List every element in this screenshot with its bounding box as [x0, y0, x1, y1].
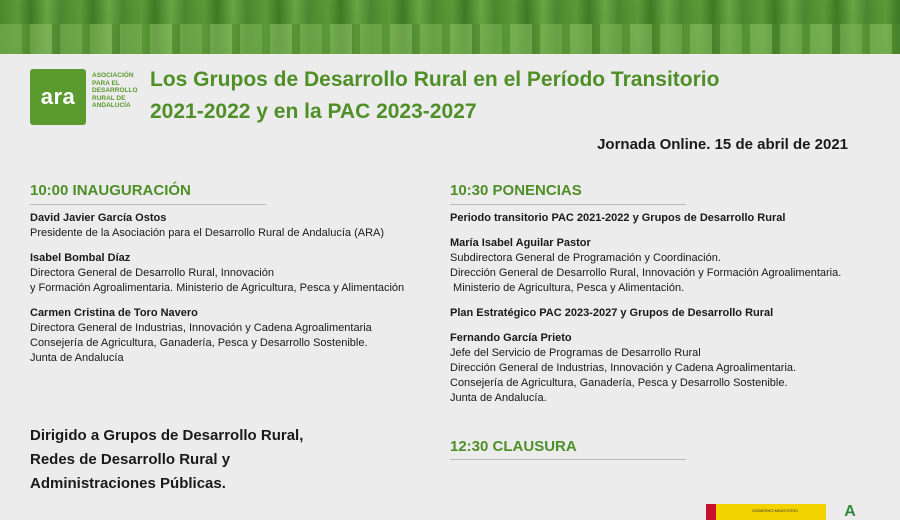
- speaker-block: [30, 306, 440, 366]
- ara-logo-text: [92, 72, 148, 110]
- inauguration-heading: 10:00 INAUGURACIÓN: [30, 182, 191, 199]
- speaker-role: Junta de Andalucía.: [450, 392, 547, 404]
- speaker-block: [30, 211, 440, 241]
- talk-topic: Periodo transitorio PAC 2021-2022 y Grupos de Desarrollo Rural: [450, 212, 786, 224]
- spanish-government-logo: [706, 504, 826, 520]
- speaker-block: [450, 331, 890, 406]
- inauguration-speakers: [30, 211, 440, 376]
- speaker-name: Fernando García Prieto: [450, 332, 572, 344]
- speaker-name: Isabel Bombal Díaz: [30, 252, 131, 264]
- ara-logo-mark: ara: [40, 84, 76, 109]
- speaker-role: Consejería de Agricultura, Ganadería, Pesca y Desarrollo Sostenible.: [450, 377, 788, 389]
- audience-line: Administraciones Públicas.: [30, 475, 226, 492]
- logo-text-line: RURAL DE: [92, 94, 126, 102]
- gov-logo-text: GOBIERNO MINISTERIO: [752, 508, 799, 513]
- divider: [30, 204, 266, 205]
- speaker-role: Directora General de Industrias, Innovación y Cadena Agroalimentaria: [30, 322, 372, 334]
- talks-heading: 10:30 PONENCIAS: [450, 182, 582, 199]
- title-line: Los Grupos de Desarrollo Rural en el Período Transitorio: [150, 68, 720, 91]
- talk-topic: Plan Estratégico PAC 2023-2027 y Grupos de Desarrollo Rural: [450, 307, 774, 319]
- logo-text-line: ASOCIACIÓN: [92, 72, 134, 79]
- talk-topic-block: [450, 306, 890, 321]
- audience-line: Redes de Desarrollo Rural y: [30, 451, 231, 468]
- closing-heading: 12:30 CLAUSURA: [450, 438, 577, 455]
- speaker-role: Junta de Andalucía: [30, 352, 124, 364]
- ara-logo: [30, 69, 86, 125]
- title-line: 2021-2022 y en la PAC 2023-2027: [150, 100, 477, 123]
- divider: [450, 204, 686, 205]
- speaker-name: David Javier García Ostos: [30, 212, 167, 224]
- junta-andalucia-logo: A: [844, 503, 856, 520]
- logo-text-line: ANDALUCÍA: [92, 102, 131, 109]
- speaker-name: María Isabel Aguilar Pastor: [450, 237, 591, 249]
- speaker-role: Consejería de Agricultura, Ganadería, Pesca y Desarrollo Sostenible.: [30, 337, 368, 349]
- event-date: Jornada Online. 15 de abril de 2021: [597, 136, 848, 153]
- village-photo: [0, 24, 900, 54]
- speaker-role: Dirección General de Desarrollo Rural, Innovación y Formación Agroalimentaria.: [450, 267, 842, 279]
- speaker-role: Directora General de Desarrollo Rural, Innovación: [30, 267, 274, 279]
- speaker-role: y Formación Agroalimentaria. Ministerio de Agricultura, Pesca y Alimentación: [30, 282, 405, 294]
- audience-line: Dirigido a Grupos de Desarrollo Rural,: [30, 427, 304, 444]
- talks-program: [450, 211, 890, 416]
- speaker-block: [30, 251, 440, 296]
- page-title: [150, 64, 870, 128]
- speaker-name: Carmen Cristina de Toro Navero: [30, 307, 198, 319]
- audience-statement: [30, 424, 303, 496]
- logo-text-line: DESARROLLO: [92, 87, 138, 94]
- speaker-role: Subdirectora General de Programación y Coordinación.: [450, 252, 721, 264]
- speaker-block: [450, 236, 890, 296]
- talk-topic-block: [450, 211, 890, 226]
- header-banner-image: [0, 0, 900, 54]
- speaker-role: Jefe del Servicio de Programas de Desarrollo Rural: [450, 347, 701, 359]
- logo-text-line: PARA EL: [92, 79, 120, 87]
- speaker-role: Presidente de la Asociación para el Desarrollo Rural de Andalucía (ARA): [30, 227, 385, 239]
- speaker-role: Ministerio de Agricultura, Pesca y Alimentación.: [450, 282, 685, 294]
- divider: [450, 459, 686, 460]
- speaker-role: Dirección General de Industrias, Innovación y Cadena Agroalimentaria.: [450, 362, 797, 374]
